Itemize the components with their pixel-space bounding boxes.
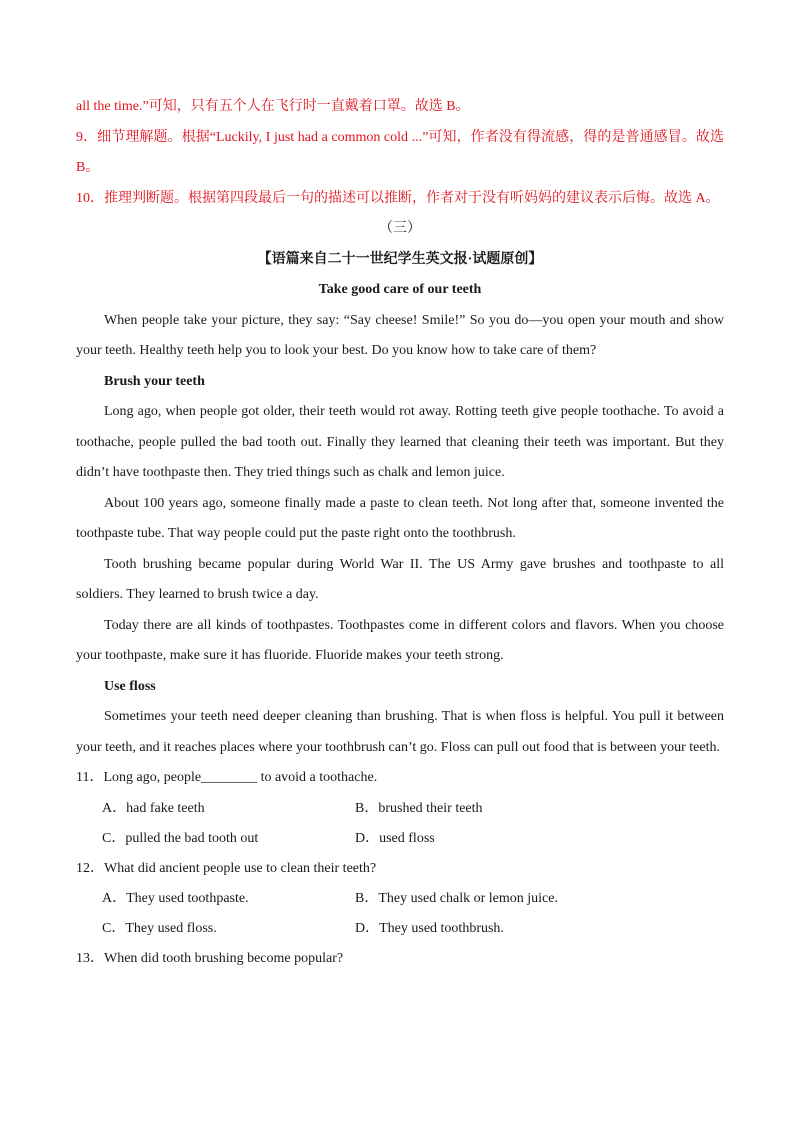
options-row [76, 914, 724, 944]
passage-title: Take good care of our teeth [318, 282, 482, 297]
options-row [76, 824, 724, 854]
option-c: C．pulled the bad tooth out [102, 830, 259, 846]
paragraph: Tooth brushing became popular during World War II. The US Army gave brushes and toothpaste to all soldiers. They learned to brush twice a day. [76, 556, 724, 602]
option-b: B．They used chalk or lemon juice. [355, 891, 558, 906]
page-content [76, 92, 724, 975]
answer-10: 10．推理判断题。根据第四段最后一句的描述可以推断，作者对于没有听妈妈的建议表示后悔。故选 A。 [76, 190, 720, 206]
paragraph: Long ago, when people got older, their teeth would rot away. Rotting teeth give people toothache. To avoid a toothache, people pulled the bad tooth out. Finally they learned that cleaning their teeth was important. But they didn’t have toothpaste then. They tried things such as chalk and lemon juice. [76, 404, 724, 480]
question-12 [76, 854, 724, 945]
option-a: A．had fake teeth [102, 800, 205, 816]
question-13 [76, 944, 724, 975]
options-row [76, 794, 724, 824]
paragraph: Today there are all kinds of toothpastes. Toothpastes come in different colors and flavors. When you choose your toothpaste, make sure it has fluoride. Fluoride makes your teeth strong. [76, 617, 724, 663]
question-stem: 13．When did tooth brushing become popular? [76, 951, 344, 966]
option-b: B．brushed their teeth [355, 800, 483, 816]
answer-8-tail: all the time.”可知，只有五个人在飞行时一直戴着口罩。故选 B。 [76, 99, 470, 114]
option-d: D．used floss [355, 830, 435, 846]
passage-source: 【语篇来自二十一世纪学生英文报·试题原创】 [257, 251, 543, 267]
option-d: D．They used toothbrush. [355, 921, 504, 936]
question-11 [76, 763, 724, 854]
options-row [76, 884, 724, 914]
question-stem: 12．What did ancient people use to clean their teeth? [76, 860, 377, 876]
answer-explanations [76, 92, 724, 214]
intro-paragraph: When people take your picture, they say: “Say cheese! Smile!” So you do—you open your mouth and show your teeth. Healthy teeth help you to look your best. Do you know how to take care of them? [76, 312, 724, 358]
option-c: C．They used floss. [102, 921, 217, 936]
section-number: （三） [379, 221, 421, 236]
paragraph: About 100 years ago, someone finally made a paste to clean teeth. Not long after that, someone invented the toothpaste tube. That way people could put the paste right onto the toothbrush. [76, 495, 724, 541]
option-a: A．They used toothpaste. [102, 891, 249, 906]
section-heading-floss: Use floss [104, 678, 156, 694]
question-stem: 11．Long ago, people________ to avoid a toothache. [76, 770, 378, 785]
section-heading-brush: Brush your teeth [104, 373, 205, 389]
answer-9: 9．细节理解题。根据“Luckily, I just had a common cold ...”可知，作者没有得流感，得的是普通感冒。故选 B。 [76, 129, 724, 175]
paragraph: Sometimes your teeth need deeper cleaning than brushing. That is when floss is helpful. You pull it between your teeth, and it reaches places where your toothbrush can’t go. Floss can pull out food that is between your teeth. [76, 709, 724, 755]
